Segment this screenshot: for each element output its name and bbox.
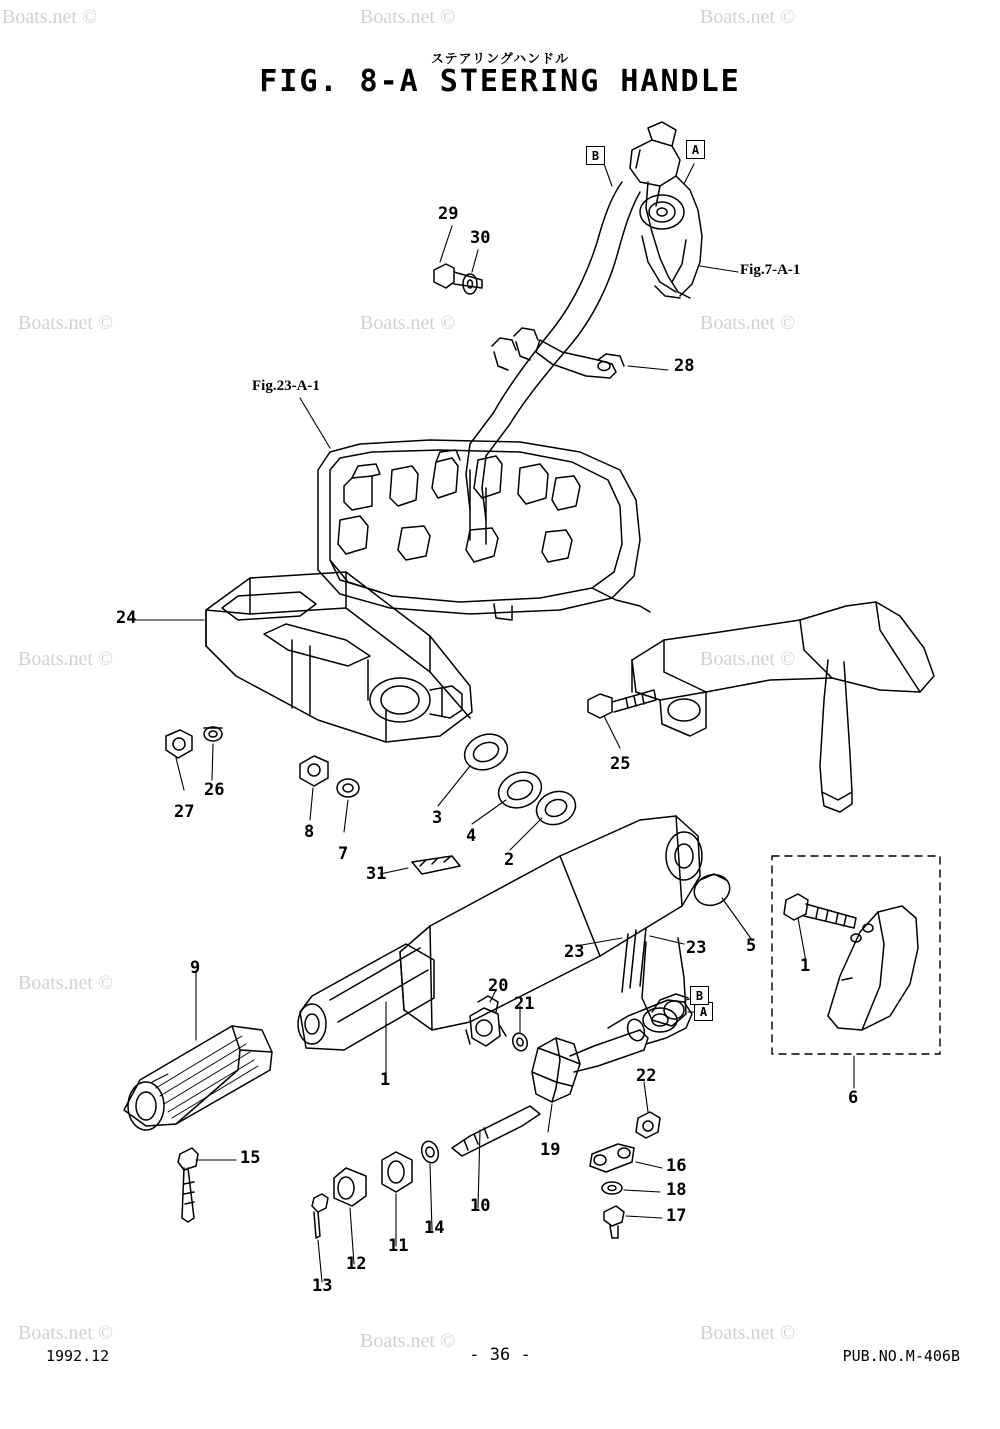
callout-2[interactable]: 2: [504, 850, 515, 870]
watermark: Boats.net ©: [18, 648, 114, 670]
watermark: Boats.net ©: [18, 312, 114, 334]
callout-9[interactable]: 9: [190, 958, 201, 978]
section-mark-b-top: B: [586, 146, 605, 165]
callout-11[interactable]: 11: [388, 1236, 409, 1256]
section-mark-a-bottom: A: [694, 1002, 713, 1021]
callout-19[interactable]: 19: [540, 1140, 561, 1160]
callout-8[interactable]: 8: [304, 822, 315, 842]
japanese-subtitle: ステアリングハンドル: [430, 52, 570, 67]
watermark: Boats.net ©: [700, 1322, 796, 1344]
callout-20[interactable]: 20: [488, 976, 509, 996]
footer-page-number: - 36 -: [469, 1345, 531, 1365]
callout-29[interactable]: 29: [438, 204, 459, 224]
watermark: Boats.net ©: [2, 6, 98, 28]
callout-23-left[interactable]: 23: [564, 942, 585, 962]
footer-date: 1992.12: [46, 1347, 110, 1365]
watermark: Boats.net ©: [700, 6, 796, 28]
callout-12[interactable]: 12: [346, 1254, 367, 1274]
callout-7[interactable]: 7: [338, 844, 349, 864]
callout-5[interactable]: 5: [746, 936, 757, 956]
section-mark-a-top: A: [686, 140, 705, 159]
watermark: Boats.net ©: [360, 6, 456, 28]
watermark: Boats.net ©: [700, 312, 796, 334]
figure-ref-23-a-1[interactable]: Fig.23-A-1: [252, 378, 320, 394]
callout-23-right[interactable]: 23: [686, 938, 707, 958]
callout-17[interactable]: 17: [666, 1206, 687, 1226]
callout-24[interactable]: 24: [116, 608, 137, 628]
callout-6[interactable]: 6: [848, 1088, 859, 1108]
watermark: Boats.net ©: [18, 1322, 114, 1344]
callout-22[interactable]: 22: [636, 1066, 657, 1086]
callout-30[interactable]: 30: [470, 228, 491, 248]
footer-publication-number: PUB.NO.M-406B: [842, 1347, 960, 1365]
callout-27[interactable]: 27: [174, 802, 195, 822]
callout-1-center[interactable]: 1: [380, 1070, 391, 1090]
callout-28[interactable]: 28: [674, 356, 695, 376]
callout-3[interactable]: 3: [432, 808, 443, 828]
callout-31[interactable]: 31: [366, 864, 387, 884]
watermark: Boats.net ©: [700, 648, 796, 670]
callout-13[interactable]: 13: [312, 1276, 333, 1296]
figure-ref-7-a-1[interactable]: Fig.7-A-1: [740, 262, 801, 278]
page-title: FIG. 8-A STEERING HANDLE: [259, 64, 741, 99]
callout-14[interactable]: 14: [424, 1218, 445, 1238]
callout-1-right[interactable]: 1: [800, 956, 811, 976]
callout-15[interactable]: 15: [240, 1148, 261, 1168]
watermark: Boats.net ©: [18, 972, 114, 994]
section-mark-b-bottom: B: [690, 986, 709, 1005]
watermark: Boats.net ©: [360, 312, 456, 334]
callout-18[interactable]: 18: [666, 1180, 687, 1200]
callout-4[interactable]: 4: [466, 826, 477, 846]
callout-16[interactable]: 16: [666, 1156, 687, 1176]
callout-21[interactable]: 21: [514, 994, 535, 1014]
watermark: Boats.net ©: [360, 1330, 456, 1352]
callout-25[interactable]: 25: [610, 754, 631, 774]
callout-10[interactable]: 10: [470, 1196, 491, 1216]
callout-26[interactable]: 26: [204, 780, 225, 800]
